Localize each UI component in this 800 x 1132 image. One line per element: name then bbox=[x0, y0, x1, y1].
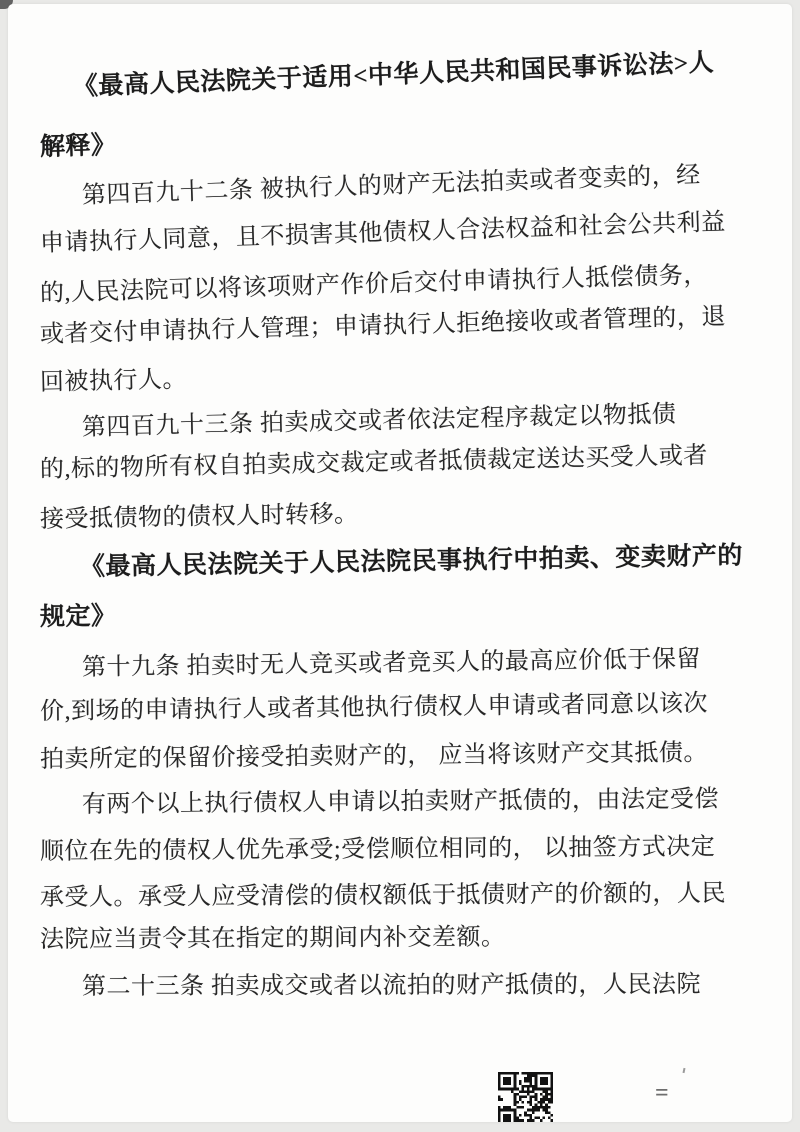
provisions-title-line-2: 规定》 bbox=[39, 602, 117, 631]
article-19-para2-line-4: 法院应当责令其在指定的期间内补交差额。 bbox=[39, 924, 506, 953]
provisions-title-line-1: 《最高人民法院关于人民法院民事执行中拍卖、变卖财产的 bbox=[79, 542, 744, 581]
qr-code bbox=[498, 1072, 553, 1122]
article-19-line-2: 价,到场的申请执行人或者其他执行债权人申请或者同意以该次 bbox=[39, 690, 709, 725]
article-493-line-3: 接受抵债物的债权人时转移。 bbox=[39, 501, 359, 533]
article-492-line-3: 的,人民法院可以将该项财产作价后交付申请执行人抵偿债务， bbox=[39, 262, 709, 307]
article-493-line-1: 第四百九十三条 拍卖成交或者依法定程序裁定以物抵债 bbox=[81, 401, 677, 441]
interpretation-title-line-1: 《最高人民法院关于适用<中华人民共和国民事诉讼法>人 bbox=[72, 49, 715, 101]
article-23-line-1: 第二十三条 拍卖成交或者以流拍的财产抵债的，人民法院 bbox=[81, 971, 702, 1000]
article-19-line-1: 第十九条 拍卖时无人竞买或者竞买人的最高应价低于保留 bbox=[81, 646, 702, 681]
article-492-line-5: 回被执行人。 bbox=[39, 366, 188, 396]
article-19-line-3: 拍卖所定的保留价接受拍卖财产的， 应当将该财产交其抵债。 bbox=[39, 740, 709, 773]
interpretation-title-line-2: 解释》 bbox=[39, 131, 117, 161]
article-19-para2-line-1: 有两个以上执行债权人申请以拍卖财产抵债的，由法定受偿 bbox=[81, 786, 720, 818]
article-493-line-2: 的,标的物所有权自拍卖成交裁定或者抵债裁定送达买受人或者 bbox=[39, 443, 709, 483]
article-19-para2-line-3: 承受人。承受人应受清偿的债权额低于抵债财产的价额的，人民 bbox=[39, 880, 727, 911]
scanned-page bbox=[8, 4, 792, 1122]
article-492-line-1: 第四百九十二条 被执行人的财产无法拍卖或者变卖的，经 bbox=[81, 162, 702, 209]
article-492-line-2: 申请执行人同意，且不损害其他债权人合法权益和社会公共利益 bbox=[39, 209, 727, 257]
scan-speck-artifact bbox=[683, 1068, 686, 1073]
article-19-para2-line-2: 顺位在先的债权人优先承受;受偿顺位相同的， 以抽签方式决定 bbox=[39, 834, 716, 865]
article-492-line-4: 或者交付申请执行人管理；申请执行人拒绝接收或者管理的，退 bbox=[39, 304, 727, 348]
equals-mark: = bbox=[655, 1080, 669, 1106]
